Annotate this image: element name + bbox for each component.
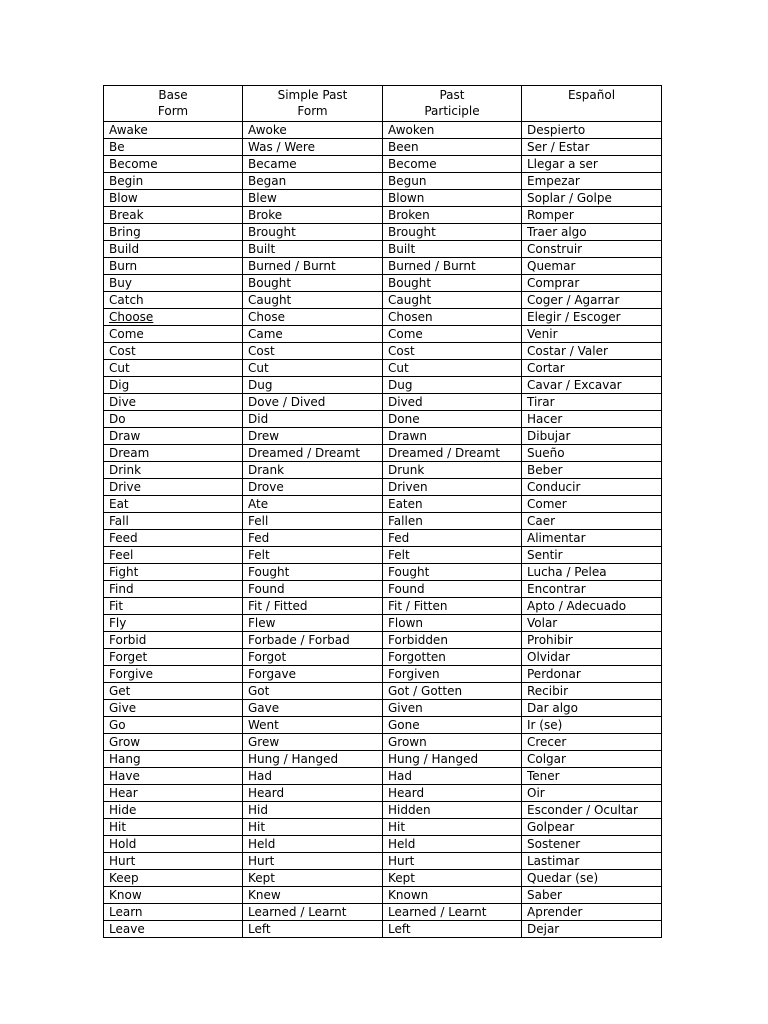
simple-past-cell: Drew — [243, 428, 383, 445]
base-form-cell: Find — [104, 581, 243, 598]
past-participle-cell: Had — [383, 768, 522, 785]
espanol-cell: Dejar — [522, 921, 662, 938]
past-participle-cell: Left — [383, 921, 522, 938]
espanol-cell: Cavar / Excavar — [522, 377, 662, 394]
table-row — [104, 802, 662, 819]
simple-past-cell: Chose — [243, 309, 383, 326]
base-form-cell: Dive — [104, 394, 243, 411]
table-row — [104, 547, 662, 564]
base-form-cell: Give — [104, 700, 243, 717]
past-participle-cell: Blown — [383, 190, 522, 207]
espanol-cell: Recibir — [522, 683, 662, 700]
past-participle-cell: Bought — [383, 275, 522, 292]
simple-past-cell: Built — [243, 241, 383, 258]
simple-past-cell: Grew — [243, 734, 383, 751]
simple-past-cell: Held — [243, 836, 383, 853]
past-participle-cell: Fit / Fitten — [383, 598, 522, 615]
past-participle-cell: Heard — [383, 785, 522, 802]
base-form-cell: Leave — [104, 921, 243, 938]
table-row — [104, 343, 662, 360]
simple-past-cell: Began — [243, 173, 383, 190]
base-form-cell: Build — [104, 241, 243, 258]
espanol-cell: Lucha / Pelea — [522, 564, 662, 581]
base-form-cell: Dream — [104, 445, 243, 462]
table-row — [104, 836, 662, 853]
table-row — [104, 394, 662, 411]
table-row — [104, 581, 662, 598]
base-form-cell: Forbid — [104, 632, 243, 649]
base-form-cell: Cost — [104, 343, 243, 360]
past-participle-cell: Come — [383, 326, 522, 343]
base-form-cell: Cut — [104, 360, 243, 377]
header-base-form — [104, 86, 243, 122]
table-row — [104, 207, 662, 224]
table-row — [104, 649, 662, 666]
base-form-cell: Learn — [104, 904, 243, 921]
espanol-cell: Olvidar — [522, 649, 662, 666]
espanol-cell: Dar algo — [522, 700, 662, 717]
past-participle-cell: Forbidden — [383, 632, 522, 649]
past-participle-cell: Chosen — [383, 309, 522, 326]
past-participle-cell: Learned / Learnt — [383, 904, 522, 921]
base-form-cell: Choose — [104, 309, 243, 326]
espanol-cell: Tener — [522, 768, 662, 785]
simple-past-cell: Did — [243, 411, 383, 428]
base-form-cell: Fit — [104, 598, 243, 615]
table-row — [104, 887, 662, 904]
espanol-cell: Romper — [522, 207, 662, 224]
simple-past-cell: Kept — [243, 870, 383, 887]
past-participle-cell: Kept — [383, 870, 522, 887]
simple-past-cell: Felt — [243, 547, 383, 564]
base-form-cell: Buy — [104, 275, 243, 292]
simple-past-cell: Burned / Burnt — [243, 258, 383, 275]
table-row — [104, 190, 662, 207]
base-form-cell: Grow — [104, 734, 243, 751]
simple-past-cell: Left — [243, 921, 383, 938]
base-form-cell: Drink — [104, 462, 243, 479]
base-form-cell: Know — [104, 887, 243, 904]
base-form-cell: Forgive — [104, 666, 243, 683]
base-form-cell: Draw — [104, 428, 243, 445]
table-row — [104, 156, 662, 173]
simple-past-cell: Gave — [243, 700, 383, 717]
base-form-cell: Eat — [104, 496, 243, 513]
table-row — [104, 768, 662, 785]
espanol-cell: Construir — [522, 241, 662, 258]
simple-past-cell: Awoke — [243, 122, 383, 139]
past-participle-cell: Hidden — [383, 802, 522, 819]
table-row — [104, 360, 662, 377]
espanol-cell: Aprender — [522, 904, 662, 921]
base-form-cell: Have — [104, 768, 243, 785]
simple-past-cell: Bought — [243, 275, 383, 292]
past-participle-cell: Forgiven — [383, 666, 522, 683]
table-row — [104, 173, 662, 190]
simple-past-cell: Forgot — [243, 649, 383, 666]
base-form-cell: Hide — [104, 802, 243, 819]
espanol-cell: Costar / Valer — [522, 343, 662, 360]
base-form-cell: Hear — [104, 785, 243, 802]
table-row — [104, 921, 662, 938]
past-participle-cell: Dreamed / Dreamt — [383, 445, 522, 462]
espanol-cell: Tirar — [522, 394, 662, 411]
simple-past-cell: Knew — [243, 887, 383, 904]
simple-past-cell: Drove — [243, 479, 383, 496]
header-base-form-line-2: Form — [157, 104, 189, 118]
past-participle-cell: Cut — [383, 360, 522, 377]
header-past-participle-line-1: Past — [439, 88, 465, 102]
espanol-cell: Encontrar — [522, 581, 662, 598]
espanol-cell: Soplar / Golpe — [522, 190, 662, 207]
espanol-cell: Esconder / Ocultar — [522, 802, 662, 819]
table-row — [104, 904, 662, 921]
past-participle-cell: Begun — [383, 173, 522, 190]
base-form-cell: Feel — [104, 547, 243, 564]
past-participle-cell: Flown — [383, 615, 522, 632]
espanol-cell: Prohibir — [522, 632, 662, 649]
past-participle-cell: Forgotten — [383, 649, 522, 666]
base-form-cell: Forget — [104, 649, 243, 666]
simple-past-cell: Fit / Fitted — [243, 598, 383, 615]
table-row — [104, 309, 662, 326]
simple-past-cell: Dreamed / Dreamt — [243, 445, 383, 462]
table-row — [104, 632, 662, 649]
espanol-cell: Traer algo — [522, 224, 662, 241]
table-row — [104, 139, 662, 156]
espanol-cell: Llegar a ser — [522, 156, 662, 173]
simple-past-cell: Fought — [243, 564, 383, 581]
table-row — [104, 819, 662, 836]
espanol-cell: Empezar — [522, 173, 662, 190]
simple-past-cell: Broke — [243, 207, 383, 224]
espanol-cell: Sueño — [522, 445, 662, 462]
past-participle-cell: Hurt — [383, 853, 522, 870]
past-participle-cell: Known — [383, 887, 522, 904]
table-row — [104, 870, 662, 887]
espanol-cell: Despierto — [522, 122, 662, 139]
base-form-cell: Blow — [104, 190, 243, 207]
base-form-cell: Come — [104, 326, 243, 343]
table-row — [104, 853, 662, 870]
past-participle-cell: Fed — [383, 530, 522, 547]
base-form-cell: Dig — [104, 377, 243, 394]
header-simple-past-line-1: Simple Past — [277, 88, 348, 102]
table-row — [104, 717, 662, 734]
simple-past-cell: Found — [243, 581, 383, 598]
table-row — [104, 411, 662, 428]
table-row — [104, 598, 662, 615]
past-participle-cell: Fought — [383, 564, 522, 581]
past-participle-cell: Drunk — [383, 462, 522, 479]
table-row — [104, 377, 662, 394]
past-participle-cell: Done — [383, 411, 522, 428]
base-form-cell: Drive — [104, 479, 243, 496]
header-simple-past-line-2: Form — [297, 104, 328, 118]
table-row — [104, 700, 662, 717]
base-form-cell: Hold — [104, 836, 243, 853]
base-form-cell: Hurt — [104, 853, 243, 870]
espanol-cell: Apto / Adecuado — [522, 598, 662, 615]
header-espanol — [522, 86, 662, 122]
header-base-form-line-1: Base — [158, 88, 188, 102]
past-participle-cell: Grown — [383, 734, 522, 751]
simple-past-cell: Learned / Learnt — [243, 904, 383, 921]
irregular-verbs-table — [103, 85, 662, 938]
simple-past-cell: Forgave — [243, 666, 383, 683]
espanol-cell: Conducir — [522, 479, 662, 496]
past-participle-cell: Eaten — [383, 496, 522, 513]
past-participle-cell: Driven — [383, 479, 522, 496]
past-participle-cell: Brought — [383, 224, 522, 241]
table-row — [104, 258, 662, 275]
past-participle-cell: Awoken — [383, 122, 522, 139]
espanol-cell: Comer — [522, 496, 662, 513]
simple-past-cell: Was / Were — [243, 139, 383, 156]
past-participle-cell: Hung / Hanged — [383, 751, 522, 768]
past-participle-cell: Got / Gotten — [383, 683, 522, 700]
simple-past-cell: Forbade / Forbad — [243, 632, 383, 649]
espanol-cell: Dibujar — [522, 428, 662, 445]
espanol-cell: Ser / Estar — [522, 139, 662, 156]
past-participle-cell: Dived — [383, 394, 522, 411]
table-row — [104, 683, 662, 700]
simple-past-cell: Ate — [243, 496, 383, 513]
past-participle-cell: Dug — [383, 377, 522, 394]
espanol-cell: Sostener — [522, 836, 662, 853]
espanol-cell: Hacer — [522, 411, 662, 428]
simple-past-cell: Dug — [243, 377, 383, 394]
simple-past-cell: Dove / Dived — [243, 394, 383, 411]
base-form-cell: Awake — [104, 122, 243, 139]
espanol-cell: Volar — [522, 615, 662, 632]
espanol-cell: Perdonar — [522, 666, 662, 683]
table-row — [104, 462, 662, 479]
table-row — [104, 785, 662, 802]
table-row — [104, 496, 662, 513]
simple-past-cell: Came — [243, 326, 383, 343]
header-past-participle-line-2: Participle — [424, 104, 480, 118]
simple-past-cell: Had — [243, 768, 383, 785]
table-header — [104, 86, 662, 122]
simple-past-cell: Caught — [243, 292, 383, 309]
base-form-cell: Hang — [104, 751, 243, 768]
table-row — [104, 530, 662, 547]
espanol-cell: Ir (se) — [522, 717, 662, 734]
simple-past-cell: Fed — [243, 530, 383, 547]
base-form-cell: Feed — [104, 530, 243, 547]
header-espanol-line-1: Español — [567, 88, 616, 102]
simple-past-cell: Drank — [243, 462, 383, 479]
past-participle-cell: Burned / Burnt — [383, 258, 522, 275]
past-participle-cell: Felt — [383, 547, 522, 564]
table-row — [104, 513, 662, 530]
table-row — [104, 751, 662, 768]
base-form-cell: Catch — [104, 292, 243, 309]
table-body — [104, 122, 662, 938]
espanol-cell: Comprar — [522, 275, 662, 292]
base-form-cell: Bring — [104, 224, 243, 241]
espanol-cell: Quemar — [522, 258, 662, 275]
past-participle-cell: Drawn — [383, 428, 522, 445]
base-form-cell: Become — [104, 156, 243, 173]
simple-past-cell: Cost — [243, 343, 383, 360]
past-participle-cell: Cost — [383, 343, 522, 360]
simple-past-cell: Brought — [243, 224, 383, 241]
espanol-cell: Saber — [522, 887, 662, 904]
espanol-cell: Elegir / Escoger — [522, 309, 662, 326]
base-form-cell: Get — [104, 683, 243, 700]
base-form-cell: Fall — [104, 513, 243, 530]
table-row — [104, 241, 662, 258]
header-past-participle — [383, 86, 522, 122]
base-form-cell: Fight — [104, 564, 243, 581]
table-row — [104, 564, 662, 581]
past-participle-cell: Hit — [383, 819, 522, 836]
base-form-cell: Burn — [104, 258, 243, 275]
table-row — [104, 292, 662, 309]
base-form-cell: Break — [104, 207, 243, 224]
simple-past-cell: Hung / Hanged — [243, 751, 383, 768]
base-form-cell: Be — [104, 139, 243, 156]
table-row — [104, 122, 662, 139]
past-participle-cell: Given — [383, 700, 522, 717]
simple-past-cell: Became — [243, 156, 383, 173]
table-row — [104, 224, 662, 241]
past-participle-cell: Caught — [383, 292, 522, 309]
simple-past-cell: Flew — [243, 615, 383, 632]
simple-past-cell: Hid — [243, 802, 383, 819]
espanol-cell: Venir — [522, 326, 662, 343]
base-form-cell: Do — [104, 411, 243, 428]
header-row — [104, 86, 662, 122]
table-row — [104, 428, 662, 445]
table-row — [104, 326, 662, 343]
past-participle-cell: Held — [383, 836, 522, 853]
base-form-cell: Begin — [104, 173, 243, 190]
past-participle-cell: Become — [383, 156, 522, 173]
table-row — [104, 445, 662, 462]
espanol-cell: Oir — [522, 785, 662, 802]
espanol-cell: Crecer — [522, 734, 662, 751]
base-form-cell: Hit — [104, 819, 243, 836]
past-participle-cell: Built — [383, 241, 522, 258]
past-participle-cell: Found — [383, 581, 522, 598]
past-participle-cell: Been — [383, 139, 522, 156]
espanol-cell: Lastimar — [522, 853, 662, 870]
espanol-cell: Golpear — [522, 819, 662, 836]
simple-past-cell: Got — [243, 683, 383, 700]
simple-past-cell: Hurt — [243, 853, 383, 870]
past-participle-cell: Fallen — [383, 513, 522, 530]
espanol-cell: Alimentar — [522, 530, 662, 547]
table-row — [104, 275, 662, 292]
espanol-cell: Coger / Agarrar — [522, 292, 662, 309]
espanol-cell: Beber — [522, 462, 662, 479]
base-form-cell: Keep — [104, 870, 243, 887]
header-simple-past-form — [243, 86, 383, 122]
simple-past-cell: Cut — [243, 360, 383, 377]
espanol-cell: Quedar (se) — [522, 870, 662, 887]
simple-past-cell: Hit — [243, 819, 383, 836]
table-row — [104, 615, 662, 632]
base-form-cell: Fly — [104, 615, 243, 632]
simple-past-cell: Went — [243, 717, 383, 734]
past-participle-cell: Broken — [383, 207, 522, 224]
table-row — [104, 734, 662, 751]
simple-past-cell: Fell — [243, 513, 383, 530]
espanol-cell: Colgar — [522, 751, 662, 768]
table-row — [104, 666, 662, 683]
table-row — [104, 479, 662, 496]
espanol-cell: Sentir — [522, 547, 662, 564]
base-form-cell: Go — [104, 717, 243, 734]
espanol-cell: Caer — [522, 513, 662, 530]
simple-past-cell: Blew — [243, 190, 383, 207]
simple-past-cell: Heard — [243, 785, 383, 802]
past-participle-cell: Gone — [383, 717, 522, 734]
espanol-cell: Cortar — [522, 360, 662, 377]
